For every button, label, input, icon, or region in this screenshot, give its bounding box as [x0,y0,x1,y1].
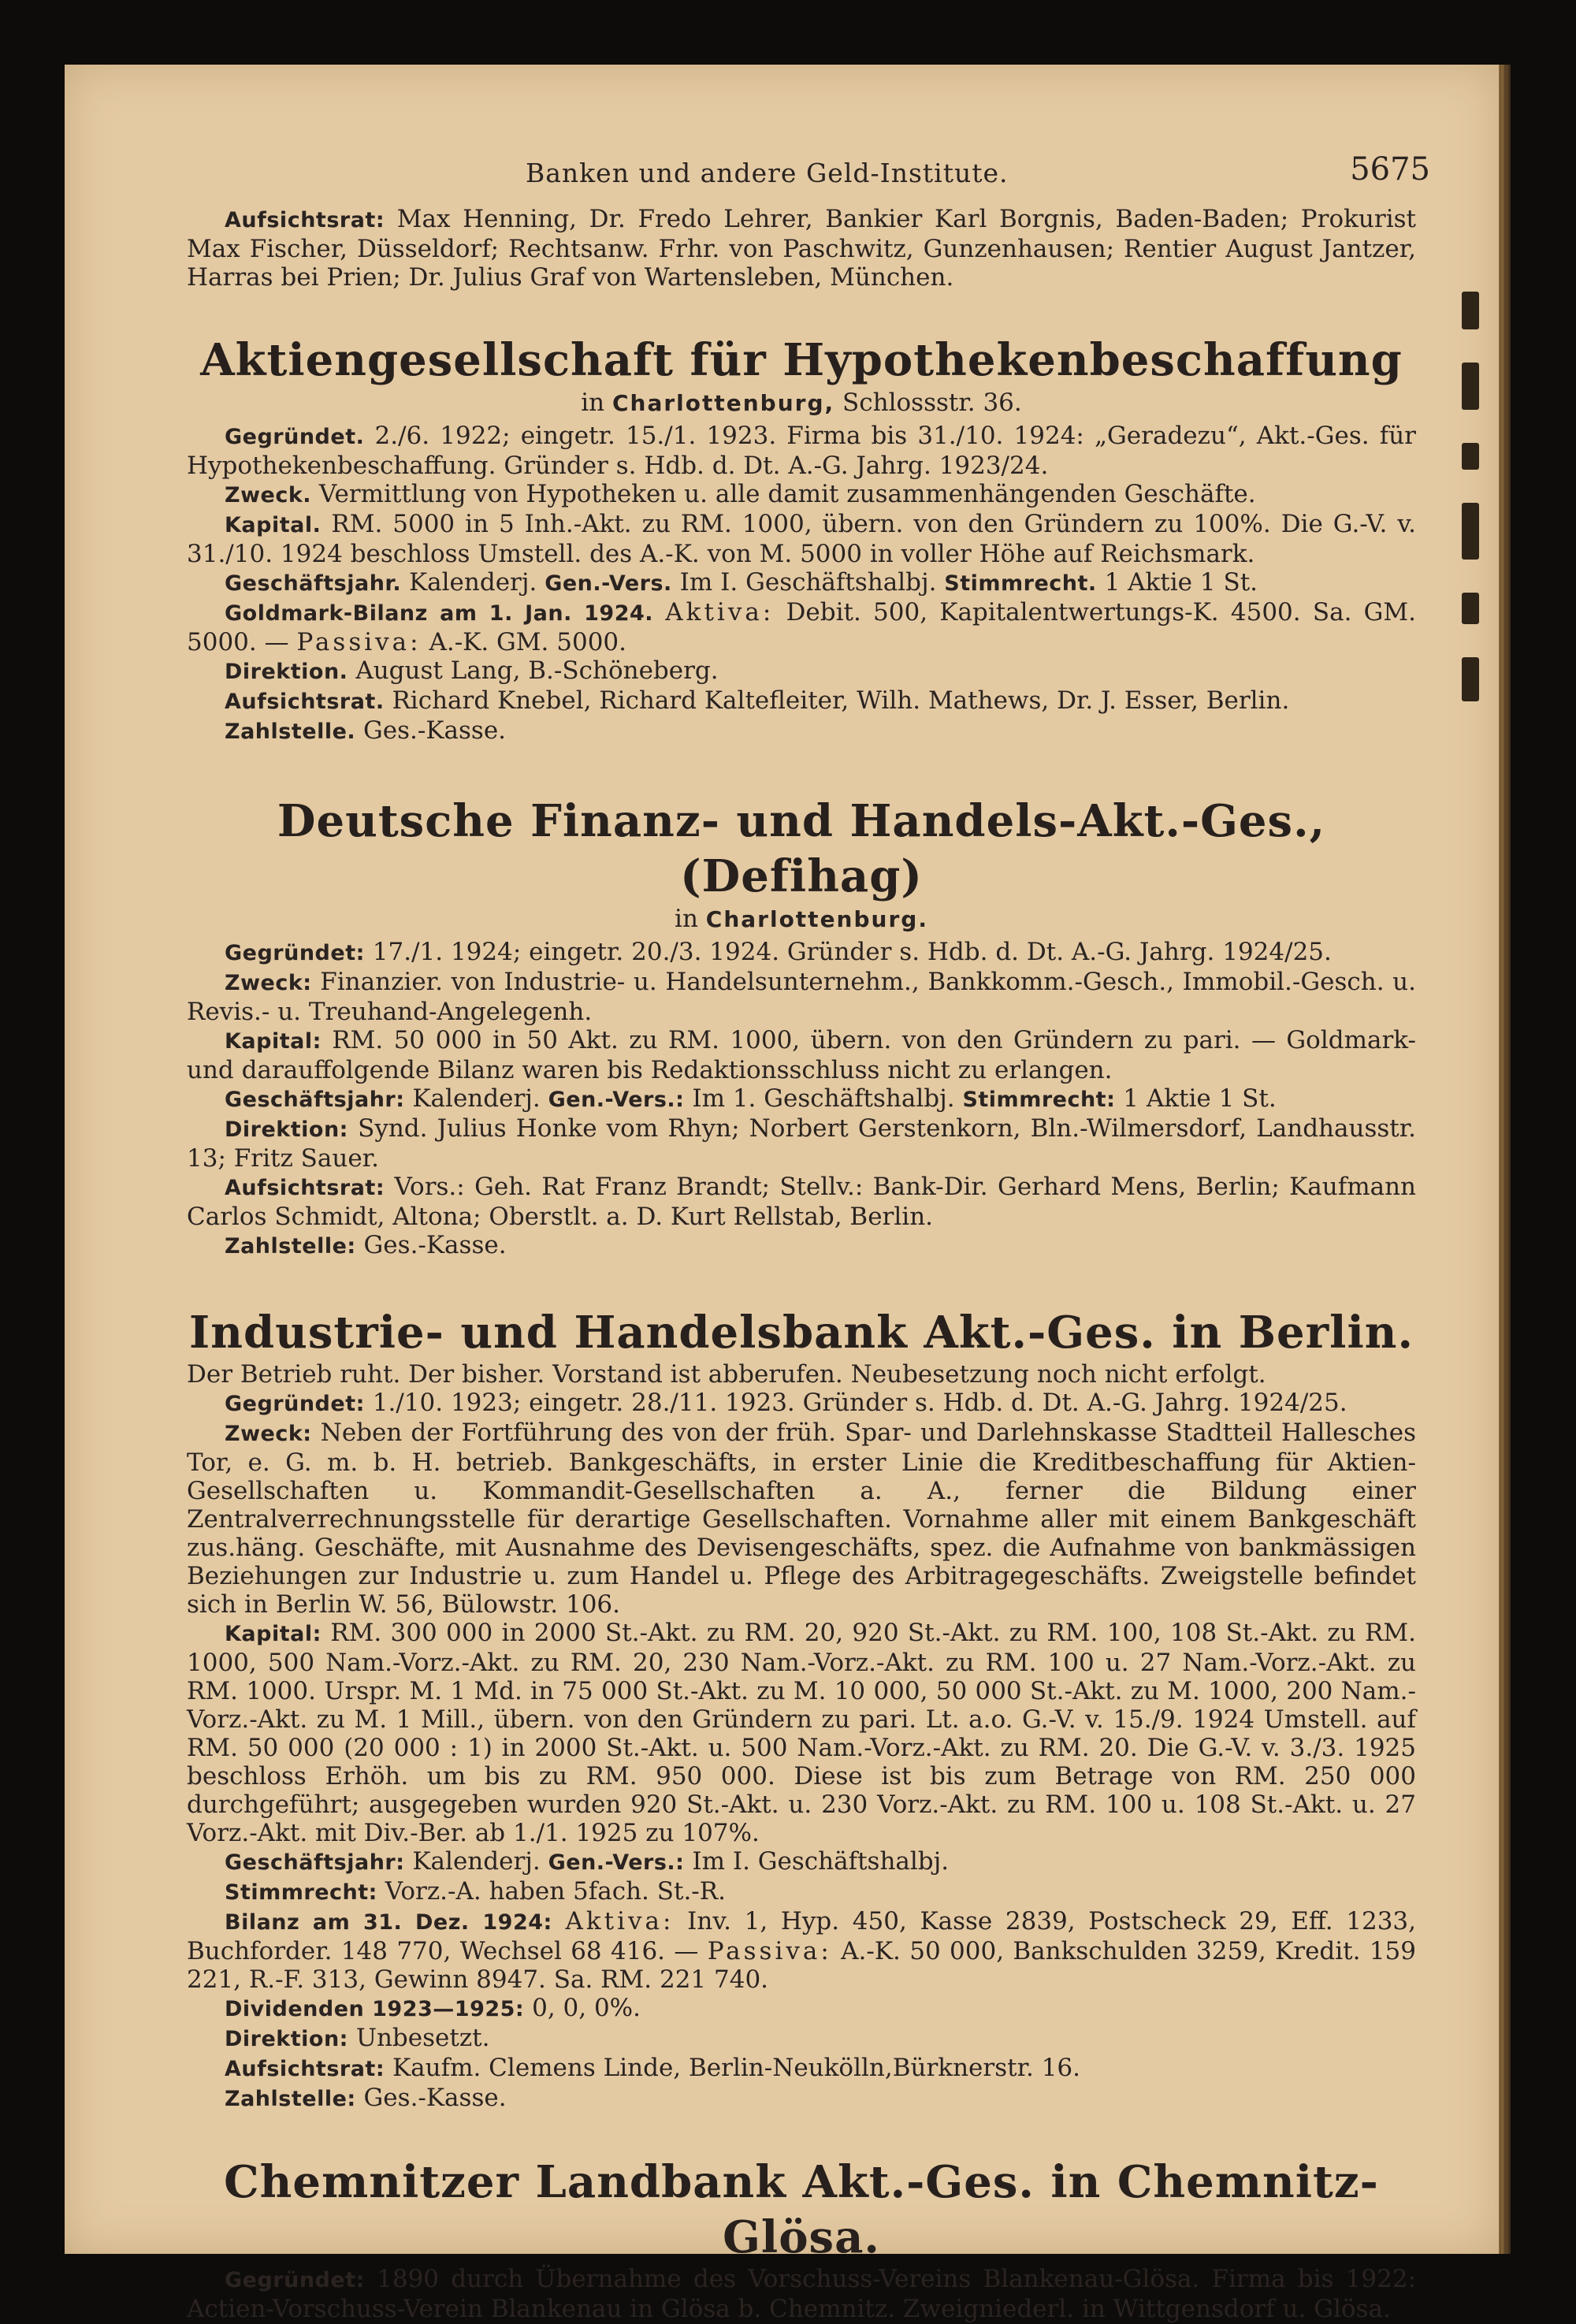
label-geschaeftsjahr: Geschäftsjahr: [225,1850,405,1875]
entry-location [187,904,1416,935]
label-zweck: Zweck. [225,483,312,508]
location-prefix: in [675,905,698,933]
spacer [187,292,1416,333]
label-aktiva: Aktiva: [565,1907,675,1935]
field-aufsichtsrat [187,1173,1416,1231]
label-gegruendet: Gegründet. [225,425,365,449]
value-gegruendet: 2./6. 1922; eingetr. 15./1. 1923. Firma bis 31./10. 1924: „Geradezu“, Akt.-Ges. für Hypothekenbeschaffung. Gründer s. Hdb. d. Dt. A.-G. Jahrg. 1923/24. [187,422,1416,480]
value-zweck: Neben der Fortführung des von der früh. Spar- und Darlehnskasse Stadtteil Hallesches Tor, e. G. m. b. H. betrieb. Bankgeschäfts, in erster Linie die Kreditbeschaffung für Aktien-Gesellschaften u. Kommandit-Gesellschaften a. A., ferner die Bildung einer Zentralverrechnungsstelle für derartige Gesellschaften. Vornahme aller mit einem Bankgeschäft zus.häng. Geschäfte, mit Ausnahme des Devisengeschäfts, spez. die Aufnahme von bankmässigen Beziehungen zur Industrie u. zum Handel u. Pflege des Arbitragegeschäfts. Zweigstelle befindet sich in Berlin W. 56, Bülowstr. 106. [187,1419,1416,1619]
book-page [65,65,1499,2323]
field-kapital [187,1026,1416,1084]
label-kapital: Kapital: [225,1029,322,1054]
label-zahlstelle: Zahlstelle. [225,720,356,744]
field-zweck [187,1419,1416,1619]
label-gegruendet: Gegründet: [225,1392,365,1416]
field-aufsichtsrat [187,686,1416,716]
field-kapital [187,510,1416,568]
value-dividenden: 0, 0, 0%. [532,1994,641,2022]
field-zahlstelle [187,716,1416,746]
value-aktiva: Debit. 500, Kapitalentwertungs-K. 4500. Sa. GM. 5000. — [187,598,1417,656]
label-zahlstelle: Zahlstelle: [225,1234,356,1259]
field-direktion [187,2024,1416,2054]
value-gen-vers: Im I. Geschäftshalbj. [679,568,937,597]
value-aufsichtsrat: Kaufm. Clemens Linde, Berlin-Neukölln,Bürknerstr. 16. [392,2054,1081,2082]
value-passiva: A.-K. GM. 5000. [429,628,626,656]
field-direktion [187,656,1416,686]
field-gegruendet [187,422,1416,480]
spine-mark [1462,503,1479,560]
value-zahlstelle: Ges.-Kasse. [363,2084,507,2112]
field-aufsichtsrat [187,2054,1416,2084]
value-direktion: Unbesetzt. [355,2024,490,2052]
spacer [187,1261,1416,1305]
field-zweck [187,968,1416,1026]
value-kapital: RM. 5000 in 5 Inh.-Akt. zu RM. 1000, übern. von den Gründern zu 100%. Die G.-V. v. 31./10. 1924 beschloss Umstell. des A.-K. von M. 5000 in voller Höhe auf Reichsmark. [187,510,1417,568]
entry-title: Aktiengesellschaft für Hypothekenbeschaffung [200,334,1403,386]
entry-chemnitzer-landbank [187,2155,1416,2323]
label-aufsichtsrat: Aufsichtsrat: [225,1176,385,1200]
field-status: Der Betrieb ruht. Der bisher. Vorstand ist abberufen. Neubesetzung noch nicht erfolgt. [187,1360,1266,1389]
label-gen-vers: Gen.-Vers.: [548,1088,685,1112]
label-gen-vers: Gen.-Vers.: [548,1850,685,1875]
location-prefix: in [581,389,605,417]
value-direktion: Synd. Julius Honke vom Rhyn; Norbert Gerstenkorn, Bln.-Wilmersdorf, Landhausstr. 13; Fritz Sauer. [187,1114,1416,1173]
label-geschaeftsjahr: Geschäftsjahr: [225,1088,405,1112]
value-gegruendet: 1./10. 1923; eingetr. 28./11. 1923. Gründer s. Hdb. d. Dt. A.-G. Jahrg. 1924/25. [372,1389,1347,1417]
label-gegruendet: Gegründet: [225,2268,365,2292]
value-geschaeftsjahr: Kalenderj. [412,1847,541,1876]
label-gegruendet: Gegründet: [225,941,365,965]
label-aufsichtsrat: Aufsichtsrat. [225,690,385,714]
label-bilanz: Goldmark-Bilanz am 1. Jan. 1924. [225,601,654,626]
label-direktion: Direktion: [225,2027,348,2051]
page-content [187,151,1430,2323]
value-direktion: August Lang, B.-Schöneberg. [355,656,719,685]
value-stimmrecht: 1 Aktie 1 St. [1123,1084,1277,1113]
label-zweck: Zweck: [225,1422,312,1446]
label-aufsichtsrat: Aufsichtsrat: [225,208,385,232]
entry-defihag [187,794,1416,1261]
label-zweck: Zweck: [225,971,312,995]
spacer [187,746,1416,794]
value-geschaeftsjahr: Kalenderj. [409,568,537,597]
spine-lettering-decoration [1456,292,1485,701]
label-stimmrecht: Stimmrecht. [944,571,1097,596]
value-stimmrecht: Vorz.-A. haben 5fach. St.-R. [385,1877,726,1906]
running-head-title: Banken und andere Geld-Institute. [526,158,1009,188]
field-dividenden [187,1994,1416,2024]
value-geschaeftsjahr: Kalenderj. [412,1084,541,1113]
value-aufsichtsrat: Vors.: Geh. Rat Franz Brandt; Stellv.: Bank-Dir. Gerhard Mens, Berlin; Kaufmann Carlos Schmidt, Altona; Oberstlt. a. D. Kurt Rellstab, Berlin. [187,1173,1416,1231]
spine-mark [1462,363,1479,410]
value-kapital: RM. 300 000 in 2000 St.-Akt. zu RM. 20, 920 St.-Akt. zu RM. 100, 108 St.-Akt. zu RM. 1000, 500 Nam.-Vorz.-Akt. zu RM. 20, 230 Nam.-Vorz.-Akt. zu RM. 100 u. 27 Nam.-Vorz.-Akt. zu RM. 1000. Urspr. M. 1 Md. in 75 000 St.-Akt. zu M. 10 000, 50 000 St.-Akt. zu M. 1000, 200 Nam.-Vorz.-Akt. zu M. 1 Mill., übern. von den Gründern zu pari. Lt. a.o. G.-V. v. 15./9. 1924 Umstell. auf RM. 50 000 (20 000 : 1) in 2000 St.-Akt. u. 500 Nam.-Vorz.-Akt. zu RM. 20. Die G.-V. v. 3./3. 1925 beschloss Erhöh. um bis zu RM. 950 000. Diese ist bis zum Betrage von RM. 250 000 durchgeführt; ausgegeben wurden 920 St.-Akt. u. 230 Vorz.-Akt. zu RM. 100 u. 108 St.-Akt. u. 27 Vorz.-Akt. mit Div.-Ber. ab 1./1. 1925 zu 107%. [187,1619,1416,1847]
location-city: Charlottenburg. [705,906,928,932]
location-city: Charlottenburg, [611,390,835,416]
field-geschaeftsjahr [187,568,1416,598]
location-address: Schlossstr. 36. [842,389,1022,417]
page-number: 5675 [1350,151,1430,188]
label-dividenden: Dividenden 1923—1925: [225,1997,525,2021]
entry-title: Deutsche Finanz- und Handels-Akt.-Ges., (Defihag) [277,795,1326,902]
value-zahlstelle: Ges.-Kasse. [363,716,507,745]
value-gegruendet: 1890 durch Übernahme des Vorschuss-Vereins Blankenau-Glösa. Firma bis 1922: Actien-Vorschuss-Verein Blankenau in Glösa b. Chemnitz. Zweigniederl. in Wittgensdorf u. Glösa. [187,2265,1416,2323]
label-aufsichtsrat: Aufsichtsrat: [225,2057,385,2081]
field-gegruendet [187,1389,1416,1419]
spacer [187,2114,1416,2155]
label-bilanz: Bilanz am 31. Dez. 1924: [225,1910,552,1935]
label-aktiva: Aktiva: [665,598,775,627]
field-bilanz [187,1907,1416,1994]
spine-mark [1462,657,1479,701]
field-kapital [187,1619,1416,1847]
intro-text: Max Henning, Dr. Fredo Lehrer, Bankier Karl Borgnis, Baden-Baden; Prokurist Max Fischer, Düsseldorf; Rechtsanw. Frhr. von Paschwitz, Gunzenhausen; Rentier August Jantzer, Harras bei Prien; Dr. Julius Graf von Wartensleben, München. [187,205,1417,292]
label-passiva: Passiva: [707,1937,832,1965]
spine-mark [1462,443,1479,470]
entry-hypothekenbeschaffung [187,333,1416,746]
entry-industrie-handelsbank [187,1305,1416,2114]
value-aktiva: Inv. 1, Hyp. 450, Kasse 2839, Postscheck 29, Eff. 1233, Buchforder. 148 770, Wechsel 68 416. — [187,1907,1417,1965]
label-direktion: Direktion. [225,660,348,684]
value-zweck: Finanzier. von Industrie- u. Handelsunternehm., Bankkomm.-Gesch., Immobil.-Gesch. u. Revis.- u. Treuhand-Angelegenh. [187,968,1417,1026]
value-stimmrecht: 1 Aktie 1 St. [1104,568,1258,597]
entry-title: Industrie- und Handelsbank Akt.-Ges. in Berlin. [189,1307,1414,1359]
value-kapital: RM. 50 000 in 50 Akt. zu RM. 1000, übern. von den Gründern zu pari. — Goldmark- und darauffolgende Bilanz waren bis Redaktionsschluss nicht zu erlangen. [187,1026,1416,1084]
spine-mark [1462,593,1479,624]
field-geschaeftsjahr [187,1084,1416,1114]
label-zahlstelle: Zahlstelle: [225,2087,356,2111]
field-direktion [187,1114,1416,1173]
label-passiva: Passiva: [296,628,422,656]
field-gegruendet [187,938,1416,968]
label-gen-vers: Gen.-Vers. [545,571,672,596]
field-zahlstelle [187,1231,1416,1261]
label-kapital: Kapital: [225,1622,322,1646]
intro-aufsichtsrat [187,205,1416,292]
running-head [187,151,1430,205]
label-geschaeftsjahr: Geschäftsjahr. [225,571,402,596]
field-geschaeftsjahr [187,1847,1416,1877]
field-stimmrecht [187,1877,1416,1907]
value-gen-vers: Im 1. Geschäftshalbj. [692,1084,955,1113]
value-gegruendet: 17./1. 1924; eingetr. 20./3. 1924. Gründer s. Hdb. d. Dt. A.-G. Jahrg. 1924/25. [372,938,1332,966]
value-passiva: A.-K. 50 000, Bankschulden 3259, Kredit. 159 221, R.-F. 313, Gewinn 8947. Sa. RM. 221 740. [187,1937,1416,1994]
field-zahlstelle [187,2084,1416,2114]
label-stimmrecht: Stimmrecht: [962,1088,1116,1112]
value-zweck: Vermittlung von Hypotheken u. alle damit zusammenhängenden Geschäfte. [318,480,1256,508]
label-kapital: Kapital. [225,513,322,537]
value-aufsichtsrat: Richard Knebel, Richard Kaltefleiter, Wilh. Mathews, Dr. J. Esser, Berlin. [392,686,1290,715]
entry-location [187,388,1416,418]
label-stimmrecht: Stimmrecht: [225,1880,377,1905]
value-zahlstelle: Ges.-Kasse. [363,1231,507,1259]
field-bilanz [187,598,1416,656]
field-zweck [187,480,1416,510]
value-gen-vers: Im I. Geschäftshalbj. [692,1847,950,1876]
spine-mark [1462,292,1479,329]
label-direktion: Direktion: [225,1117,348,1142]
field-gegruendet [187,2265,1416,2323]
entry-title: Chemnitzer Landbank Akt.-Ges. in Chemnitz-Glösa. [224,2156,1379,2263]
